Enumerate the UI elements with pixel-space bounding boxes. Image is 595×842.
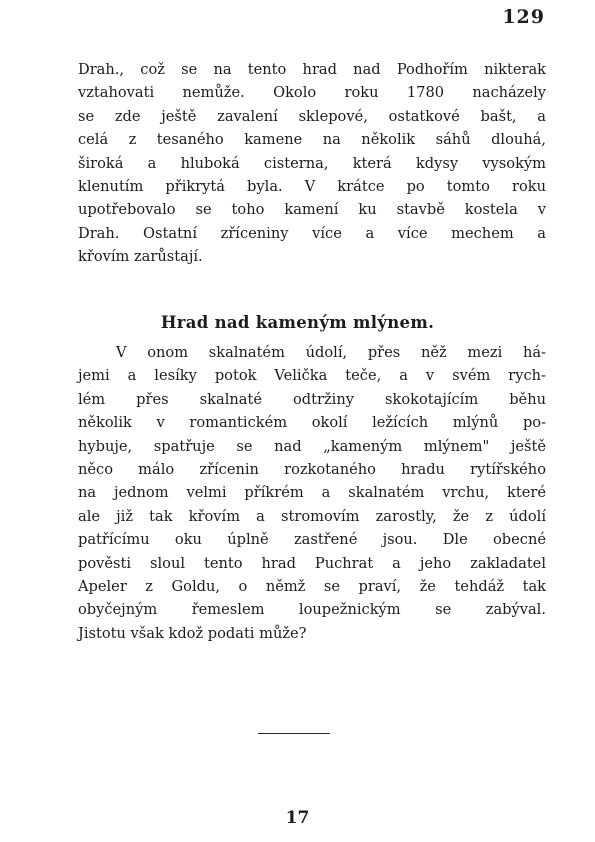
paragraph-castle-podhori xyxy=(78,58,546,269)
text-line: Apeler z Goldu, o němž se praví, že tehdáž tak xyxy=(78,577,546,595)
text-line: široká a hluboká cisterna, která kdysy vysokým xyxy=(78,154,546,172)
page-number: 129 xyxy=(502,6,545,28)
text-line: Jistotu však kdož podati může? xyxy=(78,624,307,642)
text-line: vztahovati nemůže. Okolo roku 1780 nacházely xyxy=(78,84,546,102)
text-line: patřícímu oku úplně zastřené jsou. Dle obecné xyxy=(78,531,546,549)
text-line: Drah., což se na tento hrad nad Podhořím nikterak xyxy=(78,61,546,78)
text-line: ale již tak křovím a stromovím zarostly, že z údolí xyxy=(78,507,546,525)
text-line: jemi a lesíky potok Velička teče, a v svém rych- xyxy=(78,367,546,385)
text-line: hybuje, spatřuje se nad „kameným mlýnem" ještě xyxy=(78,437,546,455)
text-line: obyčejným řemeslem loupežnickým se zabýval. xyxy=(78,601,546,619)
text-line: se zde ještě zavalení sklepové, ostatkové bašt, a xyxy=(78,107,546,125)
text-line: několik v romantickém okolí ležících mlýnů po- xyxy=(78,414,546,432)
section-heading: Hrad nad kameným mlýnem. xyxy=(160,313,435,332)
text-line: klenutím přikrytá byla. V krátce po tomto roku xyxy=(78,177,546,195)
text-line: celá z tesaného kamene na několik sáhů dlouhá, xyxy=(78,131,546,149)
text-line: křovím zarůstají. xyxy=(78,248,203,266)
text-line: na jednom velmi příkrém a skalnatém vrchu, které xyxy=(78,484,546,502)
paragraph-castle-above-mill xyxy=(78,341,546,645)
text-line: V onom skalnatém údolí, přes něž mezi há- xyxy=(116,344,546,361)
signature-mark: 17 xyxy=(285,808,310,828)
text-line: upotřebovalo se toho kamení ku stavbě kostela v xyxy=(78,201,546,219)
text-line: Drah. Ostatní zříceniny více a více mechem a xyxy=(78,224,546,242)
text-line: pověsti sloul tento hrad Puchrat a jeho zakladatel xyxy=(78,554,546,572)
text-line: něco málo zřícenin rozkotaného hradu rytířského xyxy=(78,460,546,478)
text-line: lém přes skalnaté odtržiny skokotajícím běhu xyxy=(78,390,546,408)
section-divider-rule xyxy=(258,733,330,734)
